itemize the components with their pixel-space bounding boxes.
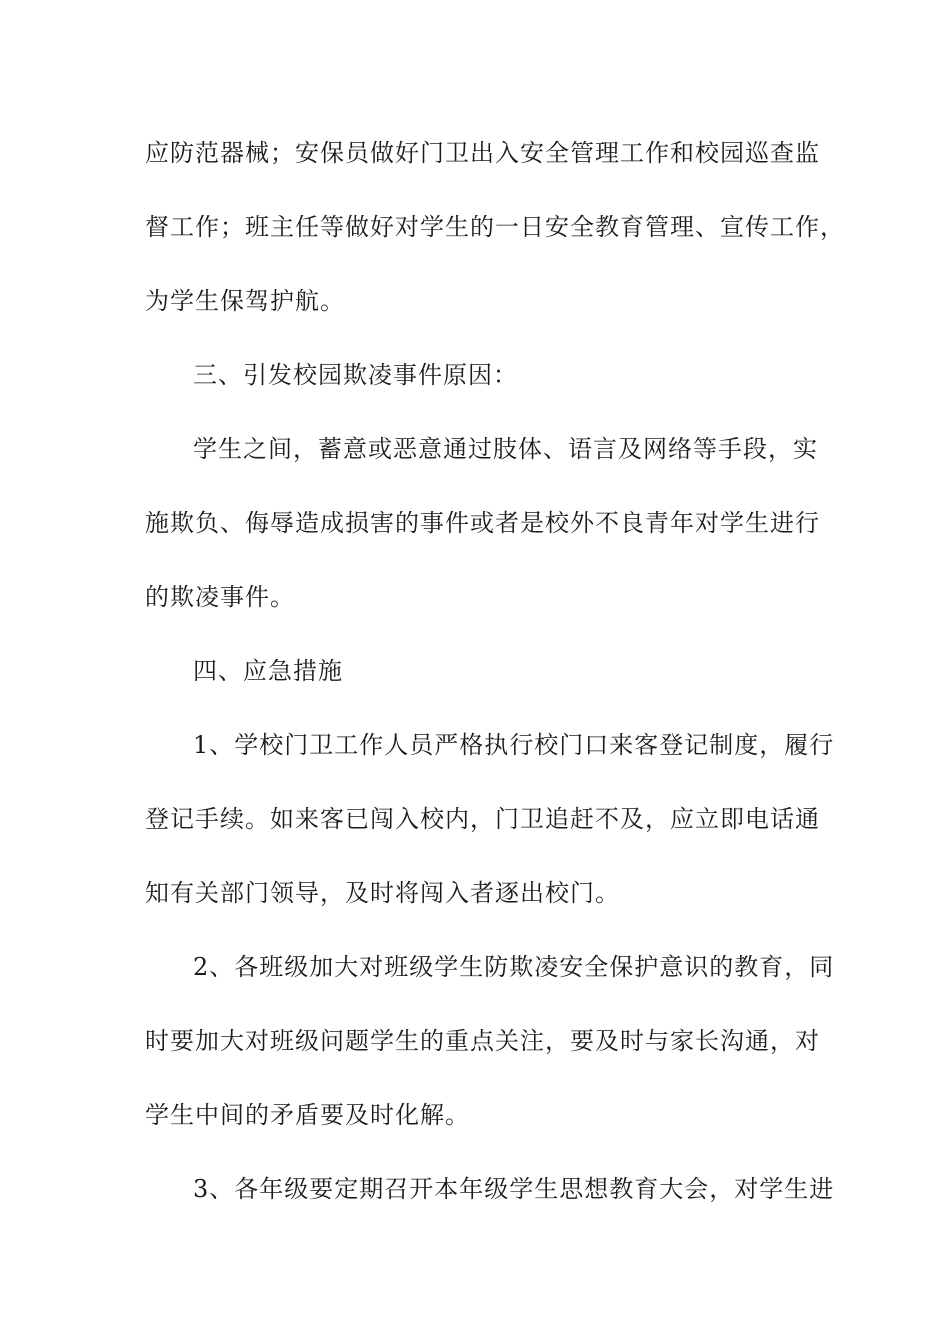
text-line: 学生之间，蓄意或恶意通过肢体、语言及网络等手段，实 — [193, 435, 818, 463]
section-heading: 四、应急措施 — [193, 657, 343, 685]
text-line: 1、学校门卫工作人员严格执行校门口来客登记制度，履行 — [193, 731, 835, 759]
text-line: 督工作；班主任等做好对学生的一日安全教育管理、宣传工作， — [145, 213, 845, 241]
text-line: 为学生保驾护航。 — [145, 287, 345, 315]
text-line: 的欺凌事件。 — [145, 583, 295, 611]
text-line: 学生中间的矛盾要及时化解。 — [145, 1101, 470, 1129]
text-line: 施欺负、侮辱造成损害的事件或者是校外不良青年对学生进行 — [145, 509, 820, 537]
text-line: 时要加大对班级问题学生的重点关注，要及时与家长沟通，对 — [145, 1027, 820, 1055]
text-line: 知有关部门领导，及时将闯入者逐出校门。 — [145, 879, 620, 907]
section-heading: 三、引发校园欺凌事件原因： — [193, 361, 518, 389]
text-line: 2、各班级加大对班级学生防欺凌安全保护意识的教育，同 — [193, 953, 835, 981]
text-line: 应防范器械；安保员做好门卫出入安全管理工作和校园巡查监 — [145, 139, 820, 167]
text-line: 登记手续。如来客已闯入校内，门卫追赶不及，应立即电话通 — [145, 805, 820, 833]
text-line: 3、各年级要定期召开本年级学生思想教育大会，对学生进 — [193, 1175, 835, 1203]
